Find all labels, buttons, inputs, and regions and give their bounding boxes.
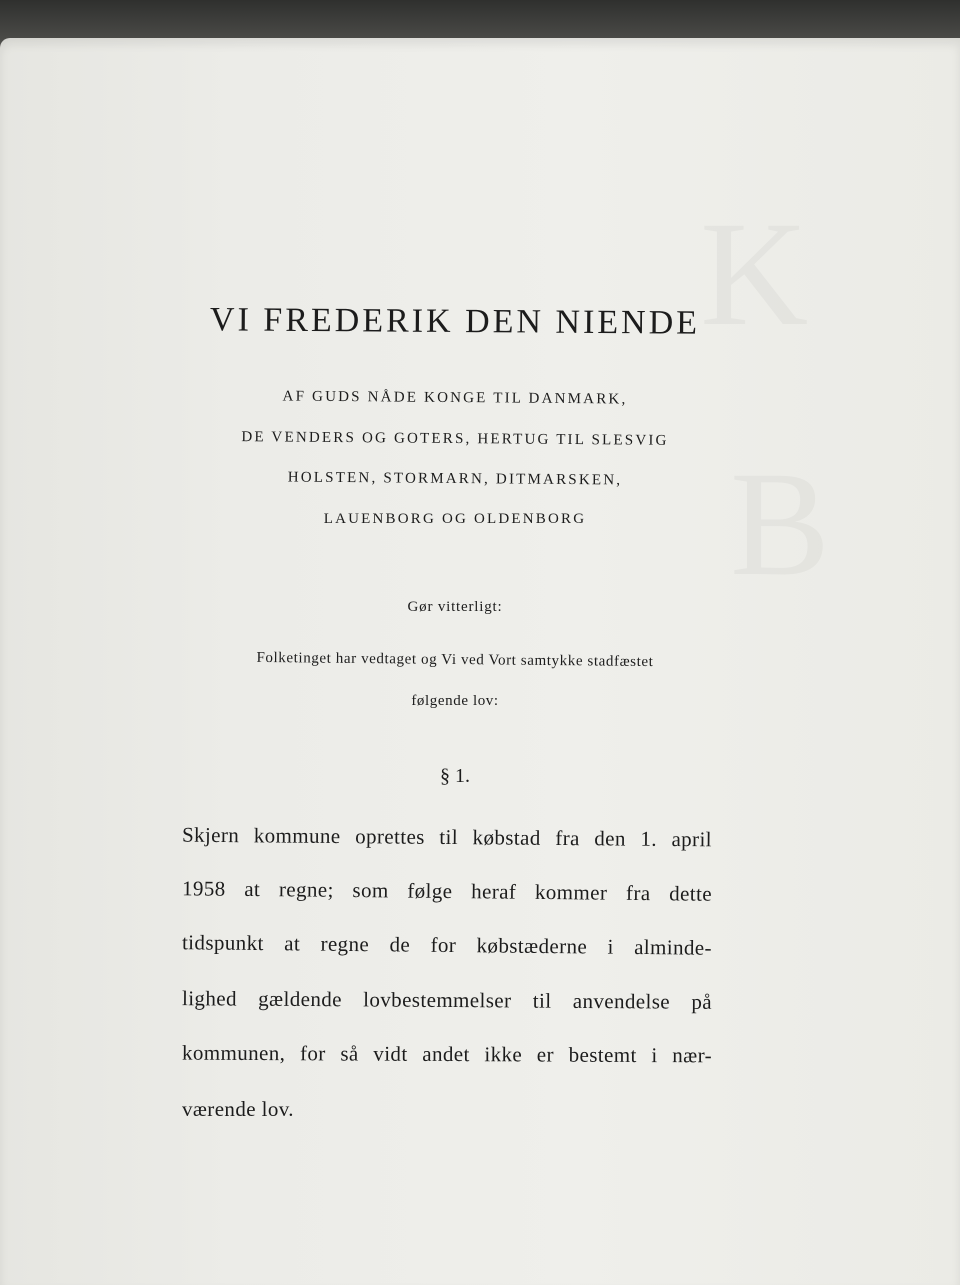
royal-style-line: DE VENDERS OG GOTERS, HERTUG TIL SLESVIG — [241, 429, 669, 449]
proclamation: Gør vitterligt: — [407, 599, 503, 615]
paragraph-line: værende lov. — [182, 1097, 294, 1121]
paragraph-line: lighed gældende lovbestemmelser til anvendelse på — [181, 986, 713, 1014]
royal-style-line: AF GUDS NÅDE KONGE TIL DANMARK, — [282, 388, 628, 408]
decree-line: Folketinget har vedtaget og Vi ved Vort samtykke stadfæstet — [256, 649, 654, 671]
paragraph-line: tidspunkt at regne de for købstæderne i alminde- — [181, 930, 713, 960]
royal-style-line: HOLSTEN, STORMARN, DITMARSKEN, — [287, 469, 623, 489]
decree-line: følgende lov: — [411, 693, 499, 709]
section-heading: § 1. — [440, 765, 470, 787]
royal-title: VI FREDERIK DEN NIENDE — [209, 301, 701, 342]
royal-style-line: LAUENBORG OG OLDENBORG — [323, 511, 587, 527]
paragraph-line: kommunen, for så vidt andet ikke er bestemt i nær- — [181, 1040, 713, 1068]
paragraph-line: Skjern kommune oprettes til købstad fra den 1. april — [181, 822, 713, 852]
paragraph-line: 1958 at regne; som følge heraf kommer fra dette — [181, 876, 713, 906]
